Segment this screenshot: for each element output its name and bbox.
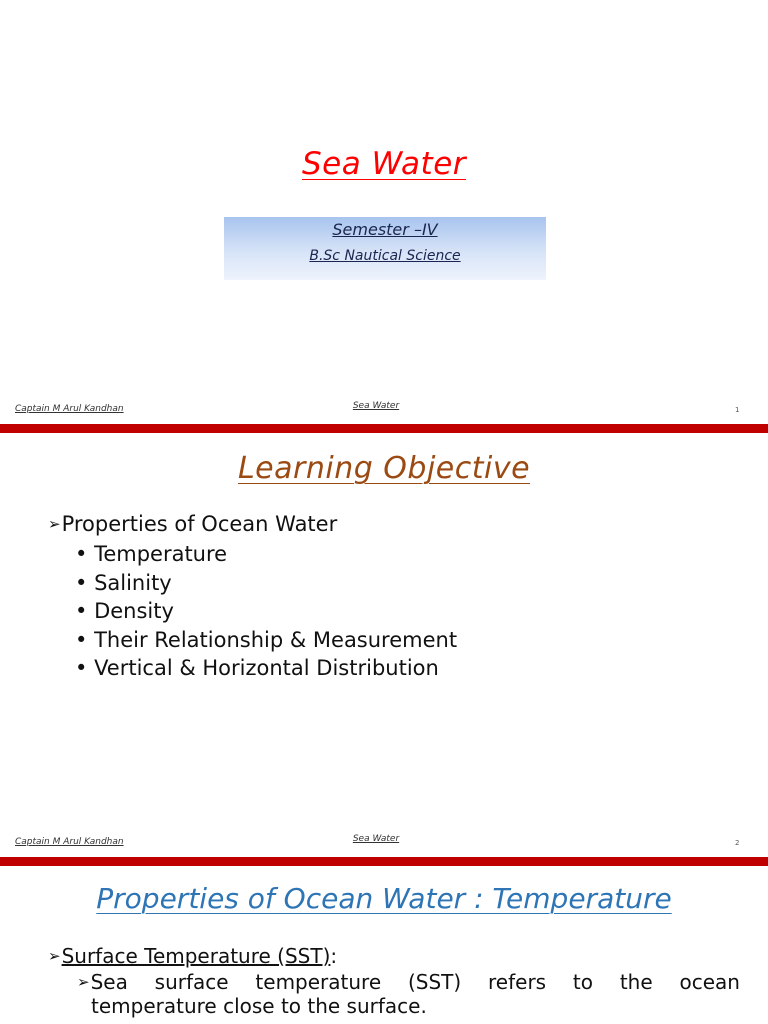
slide-separator [0,857,768,866]
sub-point-list [75,540,457,683]
semester-label: Semester –IV [332,220,438,239]
arrow-bullet-icon: ➢ [48,515,61,533]
body-line: temperature close to the surface. [91,994,427,1018]
subtitle-box [224,217,546,280]
list-item: • Temperature [75,542,228,566]
footer-topic: Sea Water [352,834,400,844]
main-point [48,512,337,536]
section-heading: ➢Surface Temperature (SST): [48,944,338,968]
list-item: • Their Relationship & Measurement [75,627,458,652]
heading-text: Surface Temperature (SST) [61,944,331,968]
slide-title: Sea Water [301,146,467,182]
arrow-bullet-icon: ➢ [77,973,90,991]
slide-1 [0,0,768,424]
footer-author: Captain M Arul Kandhan [15,404,124,414]
slide-3 [0,866,768,1024]
list-item: • Salinity [75,570,172,595]
arrow-bullet-icon: ➢ [48,947,61,965]
course-label: B.Sc Nautical Science [309,248,461,264]
slide-2 [0,433,768,857]
list-item: • Vertical & Horizontal Distribution [75,656,439,680]
list-item: • Density [75,599,174,623]
slide-title: Learning Objective [237,451,531,486]
page-number: 1 [735,406,740,414]
footer-topic: Sea Water [352,401,400,411]
slide-title: Properties of Ocean Water : Temperature [96,882,672,915]
body-line: ➢Sea surface temperature (SST) refers to the ocean [77,970,740,994]
main-point-text: Properties of Ocean Water [61,512,338,536]
footer-author: Captain M Arul Kandhan [15,837,124,847]
slide-separator [0,424,768,433]
page-number: 2 [735,839,740,847]
